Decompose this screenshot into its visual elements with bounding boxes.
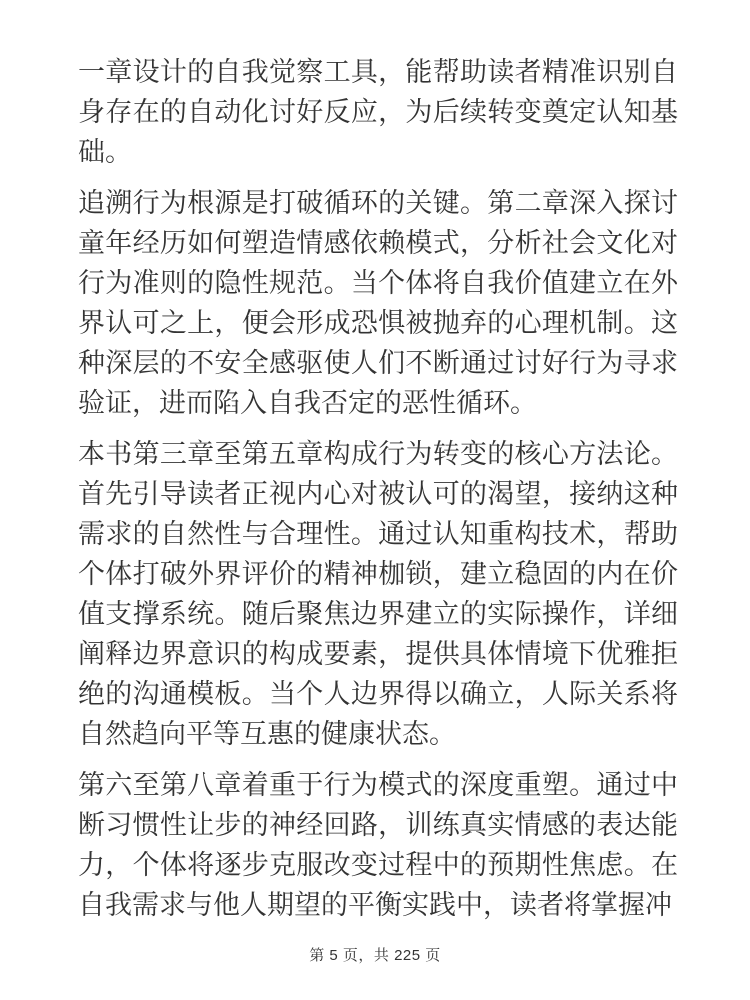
paragraph-2: 追溯行为根源是打破循环的关键。第二章深入探讨童年经历如何塑造情感依赖模式，分析社会文化对行为准则的隐性规范。当个体将自我价值建立在外界认可之上，便会形成恐惧被抛弃的心理机制。这种深层的不安全感驱使人们不断通过讨好行为寻求验证，进而陷入自我否定的恶性循环。 <box>78 188 678 418</box>
page-footer <box>0 946 750 966</box>
page-content <box>78 52 678 925</box>
paragraph-3: 本书第三章至第五章构成行为转变的核心方法论。首先引导读者正视内心对被认可的渴望，接纳这种需求的自然性与合理性。通过认知重构技术，帮助个体打破外界评价的精神枷锁，建立稳固的内在价值支撑系统。随后聚焦边界建立的实际操作，详细阐释边界意识的构成要素，提供具体情境下优雅拒绝的沟通模板。当个人边界得以确立，人际关系将自然趋向平等互惠的健康状态。 <box>78 439 678 749</box>
paragraph-1: 一章设计的自我觉察工具，能帮助读者精准识别自身存在的自动化讨好反应，为后续转变奠定认知基础。 <box>78 57 678 167</box>
paragraph-4: 第六至第八章着重于行为模式的深度重塑。通过中断习惯性让步的神经回路，训练真实情感的表达能力，个体将逐步克服改变过程中的预期性焦虑。在自我需求与他人期望的平衡实践中，读者将掌握冲 <box>78 770 678 920</box>
page-number-indicator: 第 5 页，共 225 页 <box>309 947 441 964</box>
